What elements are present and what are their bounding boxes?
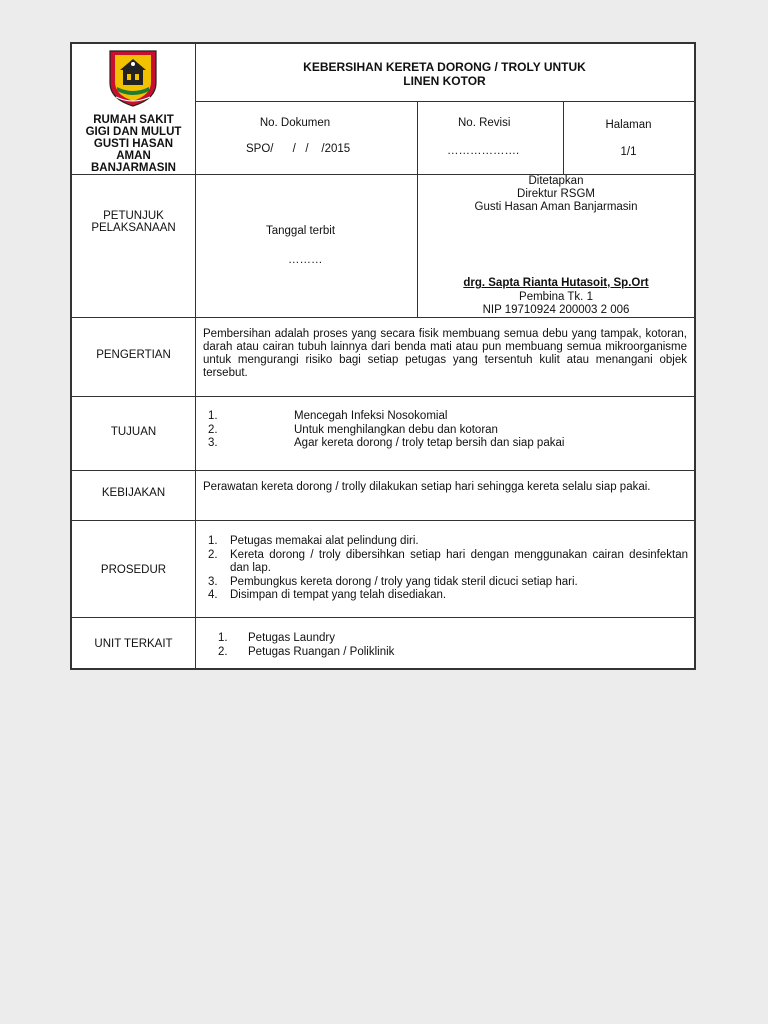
related-units-list bbox=[218, 632, 658, 659]
page-label: Halaman bbox=[605, 119, 652, 131]
list-text: Kereta dorong / troly dibersihkan setiap hari dengan menggunakan cairan desinfektan dan lap. bbox=[230, 548, 688, 574]
section-label: PELAKSANAAN bbox=[91, 222, 176, 234]
list-number: 2. bbox=[218, 645, 228, 658]
list-item bbox=[218, 646, 658, 660]
section-label: PROSEDUR bbox=[100, 564, 167, 576]
revision-label: No. Revisi bbox=[458, 117, 511, 129]
column-divider bbox=[195, 44, 196, 668]
list-text: Petugas Ruangan / Poliklinik bbox=[248, 645, 395, 658]
document-title: LINEN KOTOR bbox=[403, 74, 486, 88]
spo-document bbox=[70, 42, 696, 670]
section-label: UNIT TERKAIT bbox=[94, 638, 173, 650]
list-item bbox=[208, 576, 688, 590]
approval-text: Direktur RSGM bbox=[517, 188, 595, 200]
list-number: 2. bbox=[208, 423, 218, 436]
section-label: TUJUAN bbox=[110, 426, 157, 438]
list-text: Petugas memakai alat pelindung diri. bbox=[230, 535, 419, 547]
list-text: Agar kereta dorong / troly tetap bersih dan siap pakai bbox=[294, 437, 565, 449]
procedure-list bbox=[208, 535, 688, 603]
hospital-name-line: GUSTI HASAN bbox=[93, 138, 174, 150]
list-item bbox=[208, 437, 688, 451]
hospital-name-line: BANJARMASIN bbox=[91, 162, 176, 174]
document-title: KEBERSIHAN KERETA DORONG / TROLY UNTUK bbox=[303, 60, 586, 74]
list-number: 3. bbox=[208, 575, 218, 588]
list-item bbox=[208, 589, 688, 603]
hospital-logo-icon bbox=[106, 49, 160, 107]
signer-nip: NIP 19710924 200003 2 006 bbox=[482, 304, 630, 316]
hospital-name-line: RUMAH SAKIT bbox=[93, 114, 174, 126]
list-item bbox=[208, 410, 688, 424]
list-text: Disimpan di tempat yang telah disediakan. bbox=[230, 589, 447, 601]
list-number: 2. bbox=[208, 548, 218, 561]
list-number: 3. bbox=[208, 437, 218, 449]
approval-text: Ditetapkan bbox=[528, 175, 584, 187]
hospital-name-line: AMAN bbox=[116, 150, 151, 162]
list-text: Mencegah Infeksi Nosokomial bbox=[294, 410, 448, 422]
list-text: Petugas Laundry bbox=[248, 632, 335, 644]
signer-rank: Pembina Tk. 1 bbox=[519, 291, 593, 303]
hospital-name-line: GIGI DAN MULUT bbox=[85, 126, 182, 138]
row-divider bbox=[72, 617, 694, 618]
approval-text: Gusti Hasan Aman Banjarmasin bbox=[474, 201, 638, 213]
doc-number-value: SPO/ / / /2015 bbox=[246, 143, 351, 155]
cell-divider bbox=[563, 101, 564, 174]
list-text: Pembungkus kereta dorong / troly yang tidak steril dicuci setiap hari. bbox=[230, 575, 578, 588]
list-number: 4. bbox=[208, 589, 218, 601]
section-label: KEBIJAKAN bbox=[101, 487, 166, 499]
row-divider bbox=[72, 470, 694, 471]
row-divider bbox=[72, 317, 694, 318]
list-item bbox=[208, 549, 688, 576]
list-number: 1. bbox=[208, 535, 218, 547]
issue-date-value: ……… bbox=[288, 254, 323, 266]
list-item bbox=[218, 632, 658, 646]
row-divider bbox=[195, 101, 694, 102]
revision-value: ………………. bbox=[447, 145, 520, 157]
doc-number-label: No. Dokumen bbox=[259, 117, 331, 129]
list-item bbox=[208, 424, 688, 438]
policy-text: Perawatan kereta dorong / trolly dilakukan setiap hari sehingga kereta selalu siap pakai. bbox=[203, 481, 651, 493]
page-value: 1/1 bbox=[620, 146, 637, 158]
list-text: Untuk menghilangkan debu dan kotoran bbox=[294, 423, 498, 436]
signer-name: drg. Sapta Rianta Hutasoit, Sp.Ort bbox=[463, 277, 649, 289]
list-number: 1. bbox=[208, 410, 218, 422]
row-divider bbox=[72, 520, 694, 521]
row-divider bbox=[72, 396, 694, 397]
list-item bbox=[208, 535, 688, 549]
section-label: PETUNJUK bbox=[103, 210, 164, 222]
list-number: 1. bbox=[218, 632, 228, 644]
objectives-list bbox=[208, 410, 688, 451]
issue-date-label: Tanggal terbit bbox=[266, 225, 336, 237]
definition-text: Pembersihan adalah proses yang secara fisik membuang semua debu yang tampak, kotoran, darah atau cairan tubuh lainnya dari benda mati atau pun membuang semua mikroorganisme untuk mengurangi risiko bagi setiap petugas yang tersentuh kulit atau menangani objek tersebut. bbox=[203, 328, 687, 379]
section-label: PENGERTIAN bbox=[96, 349, 171, 361]
